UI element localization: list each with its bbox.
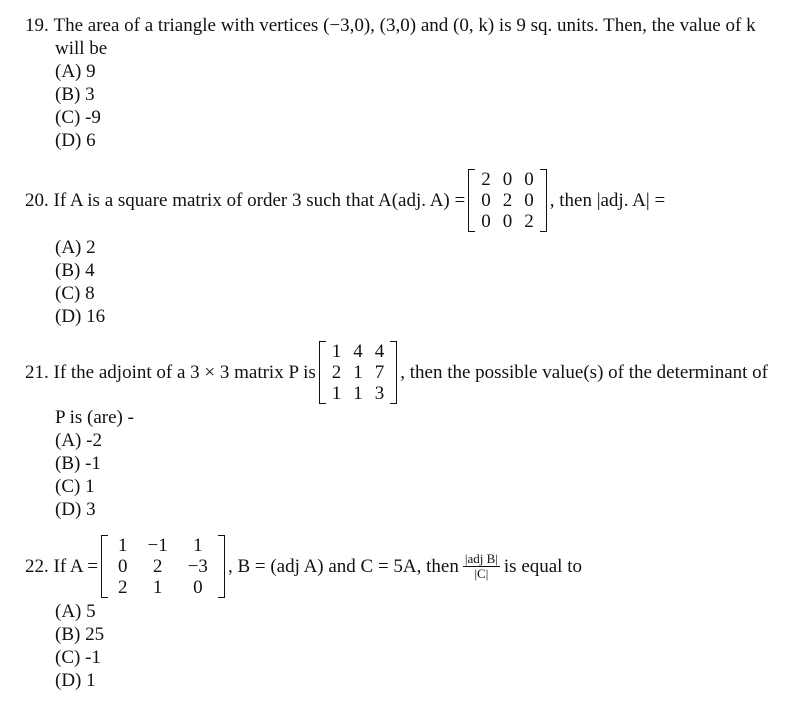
matrix-cell: 0	[524, 190, 534, 211]
question-20	[25, 169, 800, 328]
matrix-cell: 2	[524, 211, 534, 232]
option-a[interactable]: (A) 5	[55, 601, 96, 622]
matrix	[101, 535, 225, 598]
matrix-cell: 0	[502, 169, 513, 190]
matrix-cell: 0	[524, 169, 534, 190]
question-22	[25, 535, 800, 692]
question-22-stem	[25, 535, 800, 598]
matrix-cell: 1	[353, 362, 363, 383]
option-c[interactable]: (C) -1	[55, 647, 101, 668]
matrix-cell: −1	[147, 535, 168, 556]
left-bracket	[468, 169, 475, 232]
fraction	[463, 552, 500, 581]
matrix-cell: 1	[331, 383, 342, 404]
question-text: If the adjoint of a 3 × 3 matrix P is	[53, 362, 316, 383]
matrix-cell: 0	[481, 211, 491, 232]
option-c[interactable]: (C) 1	[55, 476, 95, 497]
question-text: If A =	[53, 556, 98, 577]
option-d[interactable]: (D) 16	[55, 306, 106, 327]
matrix-row	[108, 556, 218, 577]
question-number: 20.	[25, 190, 49, 211]
matrix-cell: 1	[118, 535, 128, 556]
option-b[interactable]: (B) 25	[55, 624, 105, 645]
matrix-row	[108, 577, 218, 598]
matrix-row	[475, 211, 540, 232]
matrix-cell: 0	[502, 211, 513, 232]
matrix-cell: 0	[118, 556, 128, 577]
matrix	[319, 341, 398, 404]
matrix-cell: 4	[374, 341, 385, 362]
matrix-row	[326, 362, 391, 383]
question-19	[25, 14, 800, 152]
matrix-cell: 4	[353, 341, 363, 362]
matrix-cell: 3	[374, 383, 385, 404]
question-21-stem	[25, 341, 800, 404]
fraction-numerator: |adj B|	[464, 551, 498, 566]
option-c[interactable]: (C) -9	[55, 107, 101, 128]
option-b[interactable]: (B) -1	[55, 453, 101, 474]
right-bracket	[218, 535, 225, 598]
question-21	[25, 341, 800, 521]
matrix-cell: 7	[374, 362, 385, 383]
matrix-cell: 0	[193, 577, 203, 598]
question-number: 19.	[25, 15, 49, 36]
question-number: 21.	[25, 362, 49, 383]
matrix-cell: 2	[481, 169, 491, 190]
question-text: If A is a square matrix of order 3 such that A(adj. A) =	[53, 190, 466, 211]
matrix-cell: −3	[187, 556, 208, 577]
matrix-cell: 1	[331, 341, 342, 362]
matrix-table	[475, 169, 540, 232]
matrix-row	[326, 383, 391, 404]
left-bracket	[101, 535, 108, 598]
matrix-table	[108, 535, 218, 598]
option-b[interactable]: (B) 4	[55, 260, 95, 281]
question-text-after: is equal to	[503, 556, 582, 577]
option-a[interactable]: (A) 9	[55, 61, 96, 82]
matrix-row	[475, 190, 540, 211]
matrix-cell: 0	[481, 190, 491, 211]
matrix-row	[326, 341, 391, 362]
question-text-after: , then the possible value(s) of the determinant of	[400, 362, 769, 383]
matrix-row	[108, 535, 218, 556]
option-a[interactable]: (A) -2	[55, 430, 102, 451]
option-d[interactable]: (D) 6	[55, 130, 96, 151]
question-text-after: , then |adj. A| =	[549, 190, 666, 211]
right-bracket	[390, 341, 397, 404]
matrix-cell: 1	[353, 383, 363, 404]
matrix-cell: 1	[193, 535, 203, 556]
matrix-cell: 1	[152, 577, 163, 598]
option-d[interactable]: (D) 3	[55, 499, 96, 520]
question-text-continued: P is (are) -	[55, 407, 134, 428]
matrix-cell: 2	[118, 577, 128, 598]
question-text-middle: , B = (adj A) and C = 5A, then	[227, 556, 459, 577]
matrix-row	[475, 169, 540, 190]
question-text-continued: will be	[55, 38, 108, 59]
matrix-cell: 2	[152, 556, 163, 577]
option-a[interactable]: (A) 2	[55, 237, 96, 258]
matrix-cell: 2	[331, 362, 342, 383]
matrix-cell: 2	[502, 190, 513, 211]
matrix	[468, 169, 547, 232]
question-number: 22.	[25, 556, 49, 577]
right-bracket	[540, 169, 547, 232]
fraction-denominator: |C|	[474, 566, 489, 581]
question-text: The area of a triangle with vertices (−3,0), (3,0) and (0, k) is 9 sq. units. Then, the value of k	[53, 15, 756, 36]
option-c[interactable]: (C) 8	[55, 283, 95, 304]
option-d[interactable]: (D) 1	[55, 670, 96, 691]
question-20-stem	[25, 169, 800, 232]
left-bracket	[319, 341, 326, 404]
option-b[interactable]: (B) 3	[55, 84, 95, 105]
matrix-table	[326, 341, 391, 404]
question-19-stem	[25, 14, 800, 37]
